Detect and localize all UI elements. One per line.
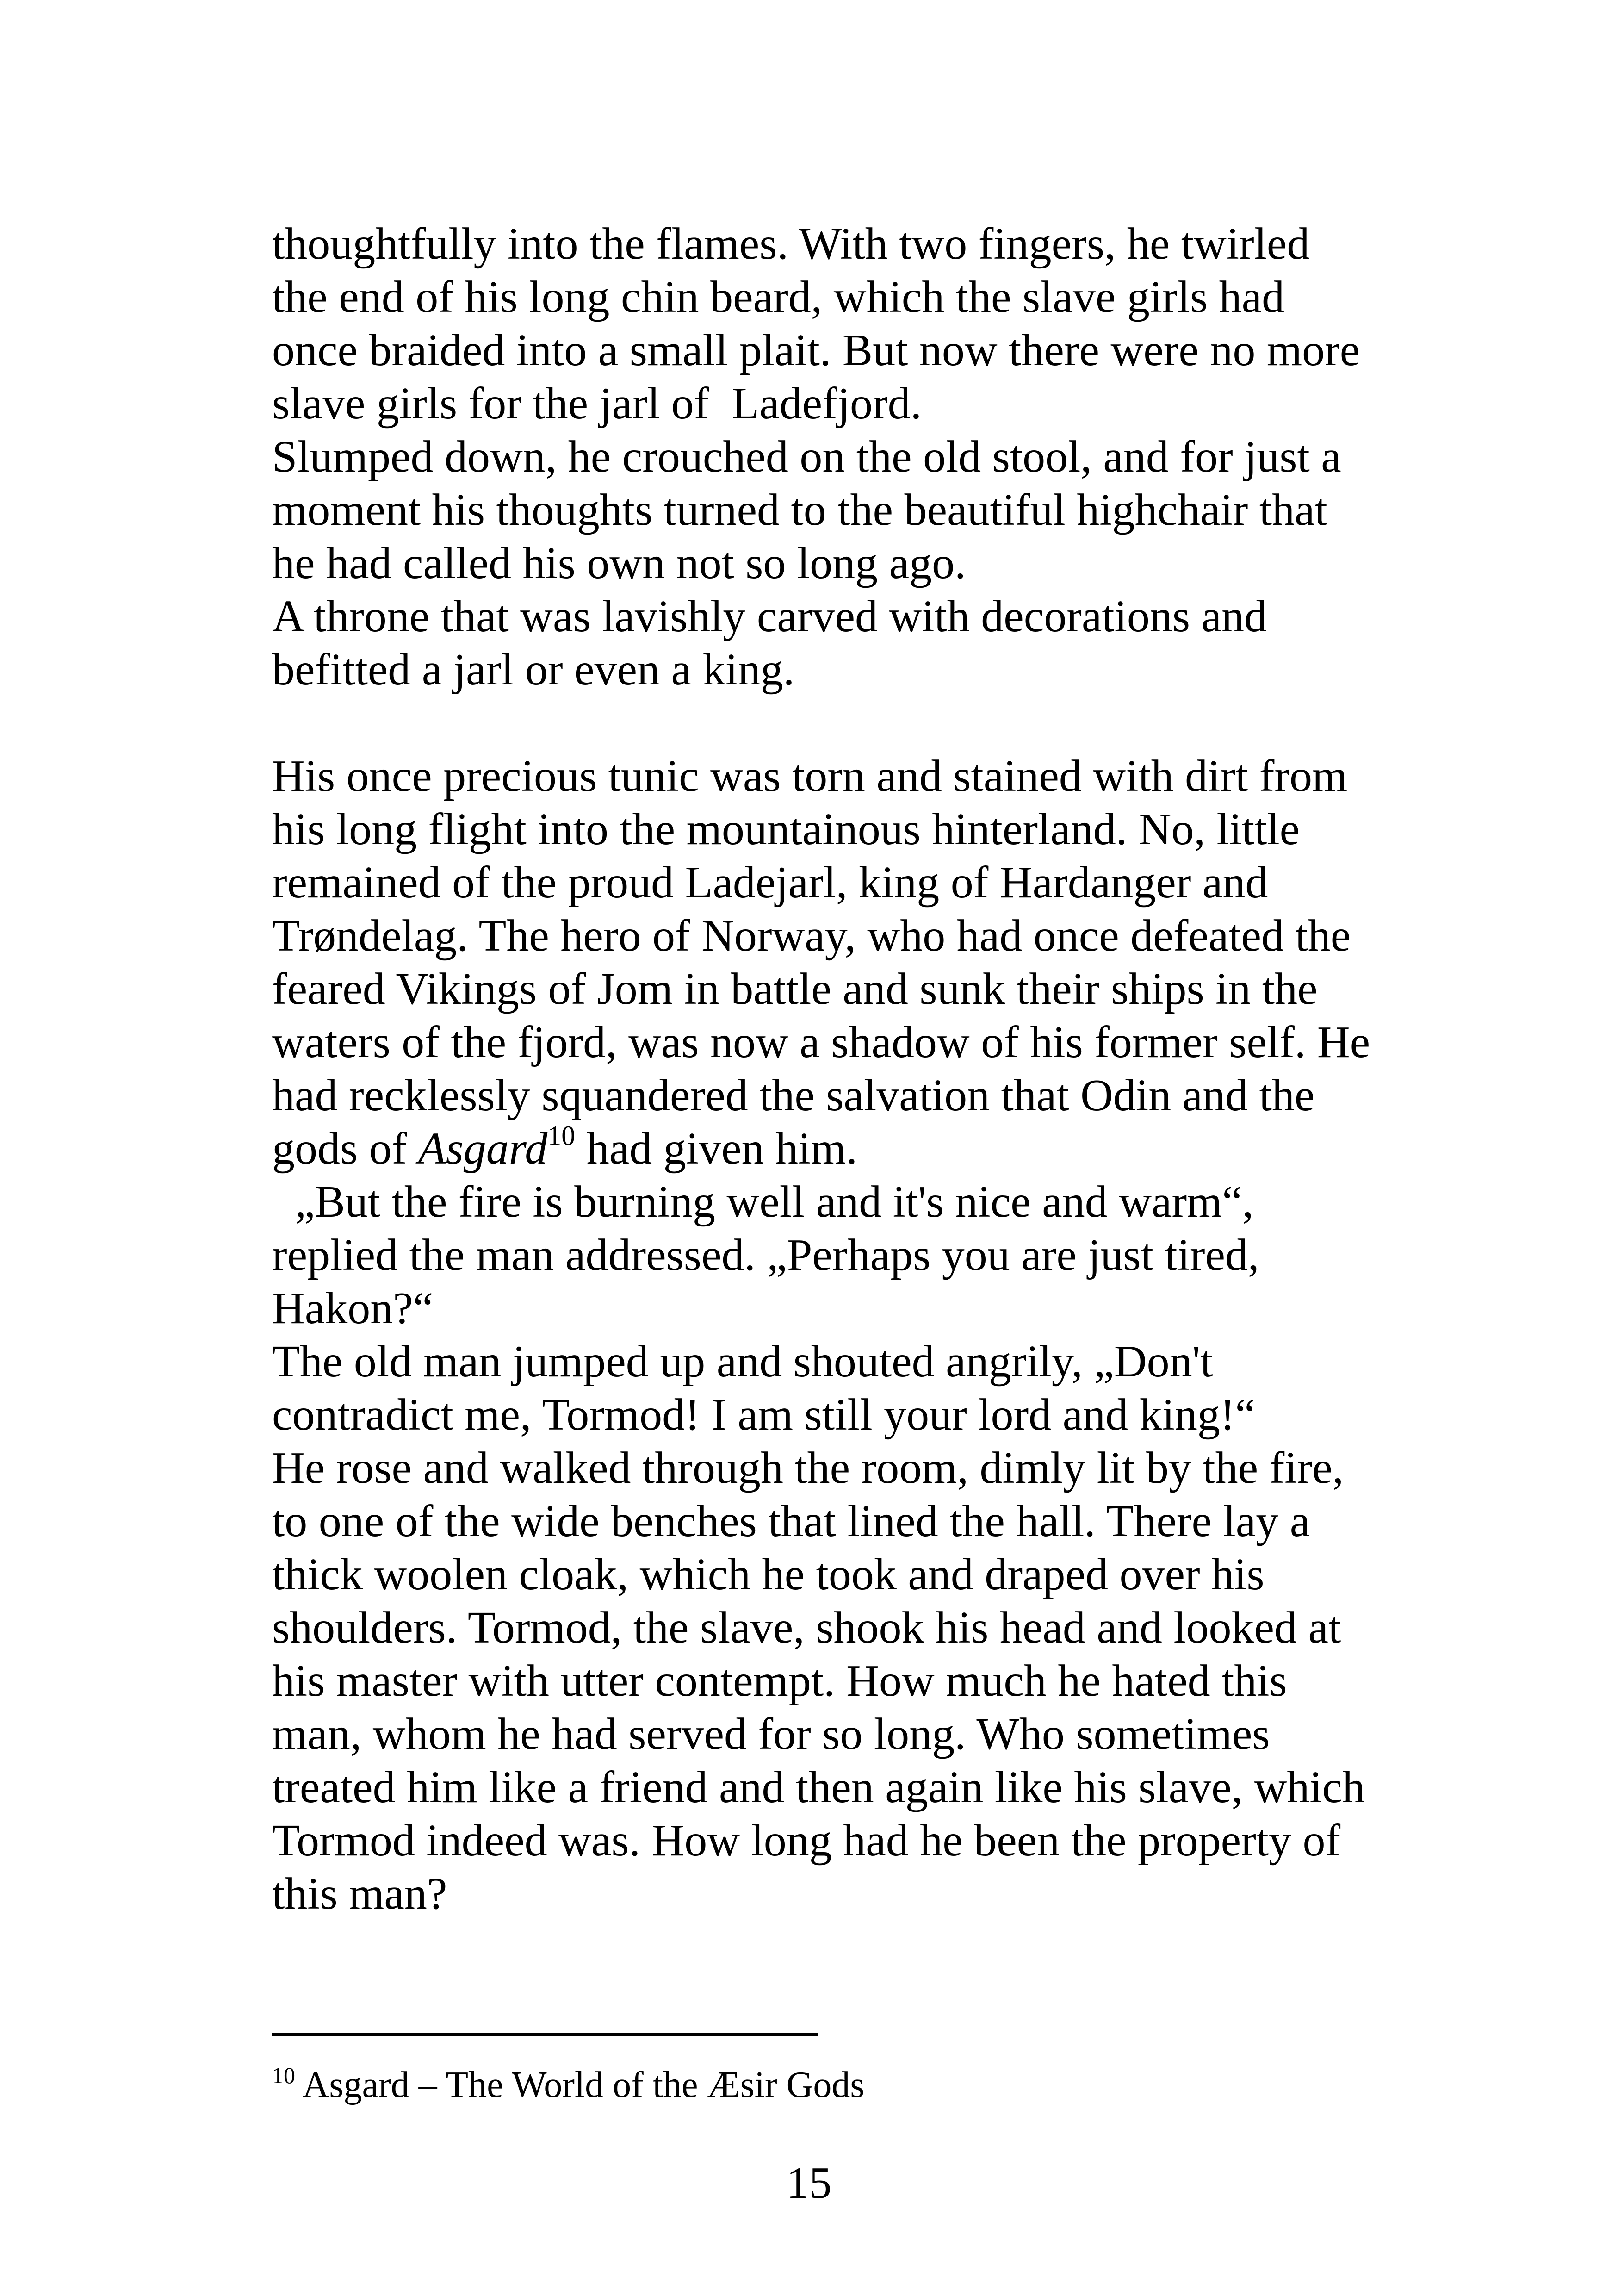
text-line: moment his thoughts turned to the beautiful highchair that: [272, 485, 1327, 535]
text-line: feared Vikings of Jom in battle and sunk their ships in the: [272, 964, 1318, 1014]
text-line: to one of the wide benches that lined the hall. There lay a: [272, 1496, 1310, 1546]
text-line: He rose and walked through the room, dimly lit by the fire,: [272, 1443, 1344, 1493]
text-line: Slumped down, he crouched on the old stool, and for just a: [272, 432, 1341, 482]
text-line: Tormod indeed was. How long had he been the property of: [272, 1816, 1341, 1866]
text-line: thick woolen cloak, which he took and draped over his: [272, 1549, 1265, 1599]
text-line: man, whom he had served for so long. Who sometimes: [272, 1709, 1270, 1759]
asgard-italic: Asgard: [418, 1124, 548, 1174]
text-line: treated him like a friend and then again like his slave, which: [272, 1762, 1365, 1812]
text-line: shoulders. Tormod, the slave, shook his head and looked at: [272, 1603, 1341, 1653]
text-line: once braided into a small plait. But now there were no more: [272, 325, 1360, 375]
text-line: the end of his long chin beard, which the slave girls had: [272, 272, 1285, 322]
text-line: his long flight into the mountainous hinterland. No, little: [272, 804, 1300, 854]
footnote-text: Asgard – The World of the Æsir Gods: [295, 2065, 865, 2105]
text-line: befitted a jarl or even a king.: [272, 645, 795, 695]
text-line: The old man jumped up and shouted angrily, „Don't: [272, 1337, 1213, 1387]
text-line: thoughtfully into the flames. With two fingers, he twirled: [272, 219, 1310, 269]
text-line: „But the fire is burning well and it's nice and warm“,: [272, 1177, 1254, 1227]
body-text: [272, 218, 1410, 1921]
text-line: Hakon?“: [272, 1283, 434, 1333]
asgard-line-before: gods of: [272, 1124, 418, 1174]
text-line: Trøndelag. The hero of Norway, who had once defeated the: [272, 911, 1351, 961]
footnote-divider: [272, 2033, 818, 2036]
text-line-asgard: [272, 1122, 1410, 1176]
paragraph-break: [272, 697, 1410, 750]
asgard-line-after: had given him.: [575, 1124, 857, 1174]
text-line: A throne that was lavishly carved with decorations and: [272, 591, 1267, 641]
text-line: this man?: [272, 1869, 447, 1919]
footnote-number: 10: [272, 2062, 295, 2088]
text-line: waters of the fjord, was now a shadow of his former self. He: [272, 1017, 1370, 1067]
text-line: remained of the proud Ladejarl, king of Hardanger and: [272, 858, 1268, 908]
text-line: His once precious tunic was torn and stained with dirt from: [272, 751, 1348, 801]
footnote: [272, 2062, 1410, 2108]
text-line: contradict me, Tormod! I am still your lord and king!“: [272, 1390, 1256, 1440]
text-line: he had called his own not so long ago.: [272, 538, 966, 588]
footnote-reference[interactable]: 10: [547, 1120, 576, 1151]
text-line: his master with utter contempt. How much he hated this: [272, 1656, 1287, 1706]
text-line: had recklessly squandered the salvation that Odin and the: [272, 1070, 1315, 1120]
text-line: replied the man addressed. „Perhaps you are just tired,: [272, 1230, 1259, 1280]
text-line: slave girls for the jarl of Ladefjord.: [272, 379, 922, 429]
page-number: 15: [786, 2158, 832, 2208]
